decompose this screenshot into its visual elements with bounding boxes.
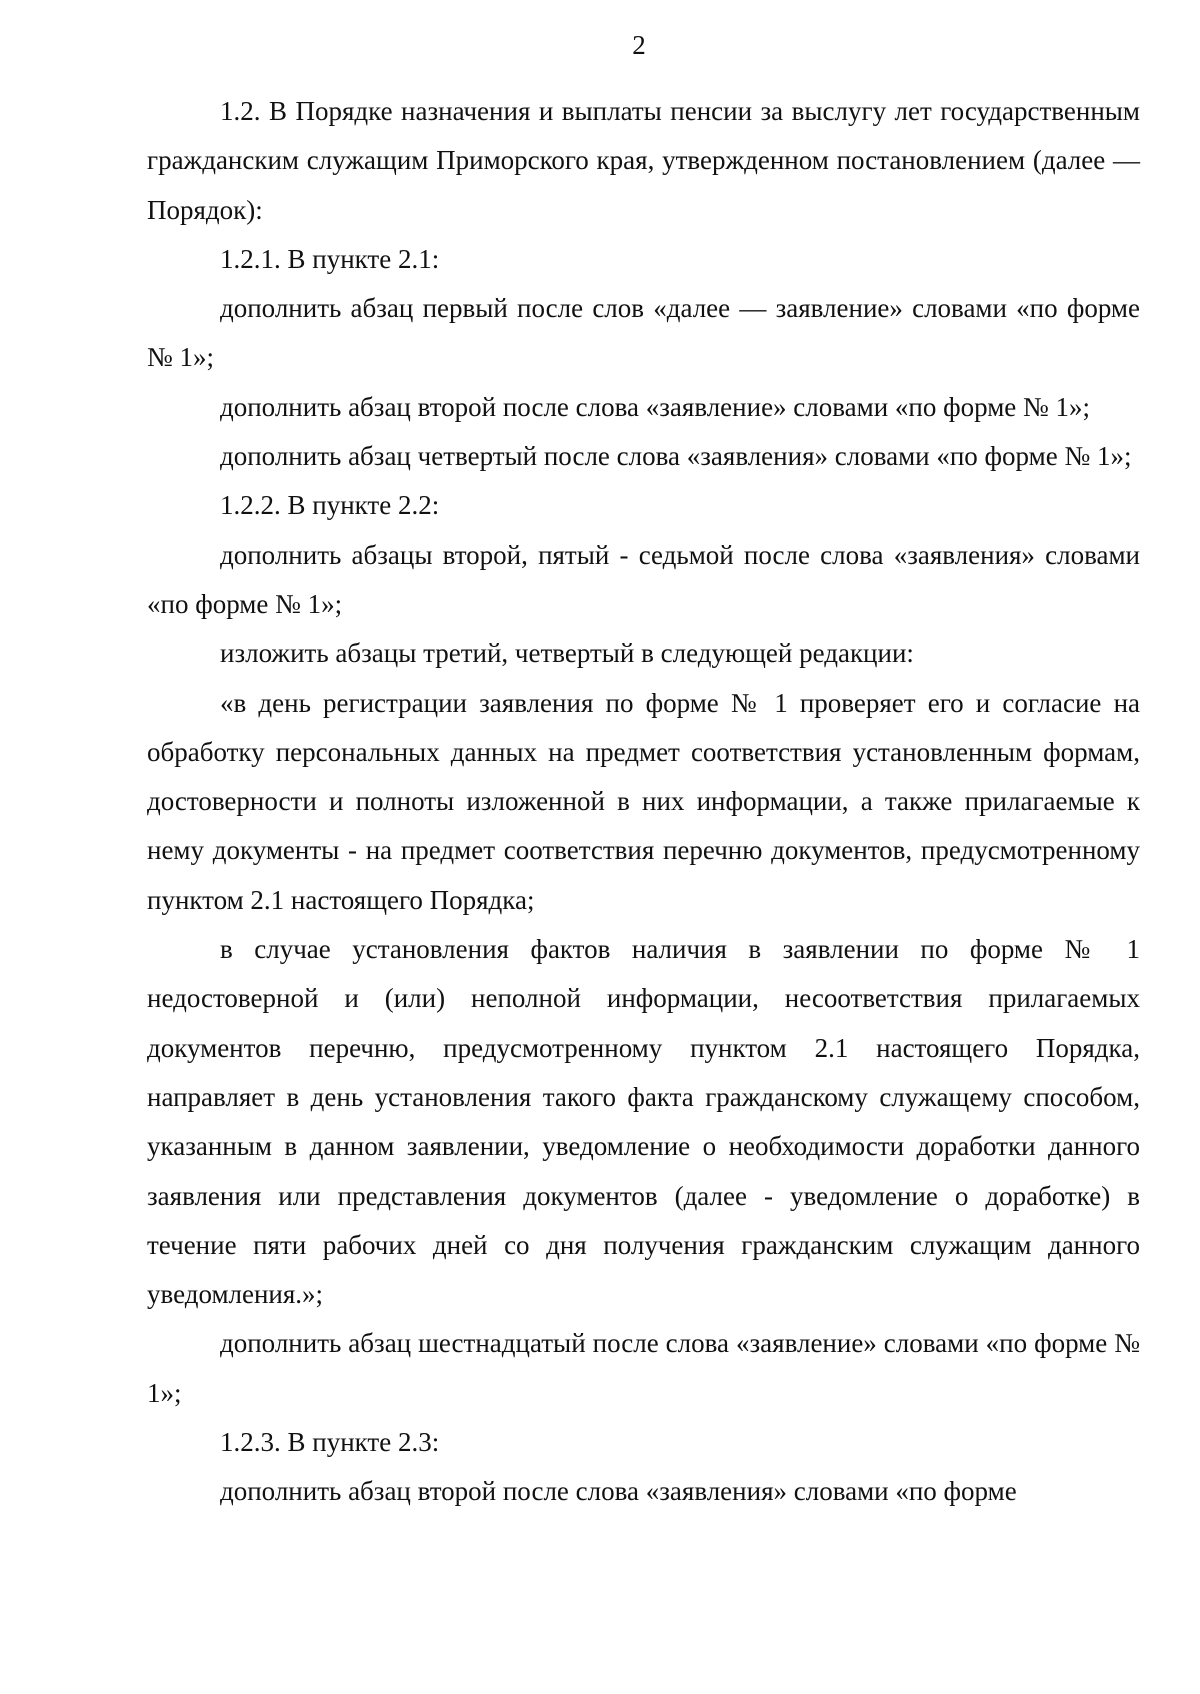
paragraph-1-2-1: 1.2.1. В пункте 2.1: bbox=[220, 243, 440, 274]
paragraph-1-2-3: 1.2.3. В пункте 2.3: bbox=[220, 1427, 440, 1458]
paragraph-quote-registration: «в день регистрации заявления по форме № 1 проверяет его и согласие на обработку персональных данных на предмет соответствия установленным формам, достоверности и полноты изложенной в них информации, а также прилагаемые к нему документы - на предмет соответствия перечню документов, предусмотренному пунктом 2.1 настоящего Порядка; bbox=[147, 687, 1140, 915]
paragraph-item-second-abzac-2-3: дополнить абзац второй после слова «заявления» словами «по форме bbox=[220, 1476, 1017, 1507]
paragraph-item-abzacs-3-4: изложить абзацы третий, четвертый в следующей редакции: bbox=[220, 638, 914, 669]
paragraph-quote-facts: в случае установления фактов наличия в заявлении по форме № 1 недостоверной и (или) неполной информации, несоответствия прилагаемых документов перечню, предусмотренному пунктом 2.1 настоящего Порядка, направляет в день установления такого факта гражданскому служащему способом, указанным в данном заявлении, уведомление о необходимости доработки данного заявления или представления документов (далее - уведомление о доработке) в течение пяти рабочих дней со дня получения гражданским служащим данного уведомления.»; bbox=[147, 934, 1140, 1310]
paragraph-item-abzacs-2-5-7: дополнить абзацы второй, пятый - седьмой после слова «заявления» словами «по форме № 1»; bbox=[147, 539, 1140, 619]
paragraph-1-2: 1.2. В Порядке назначения и выплаты пенсии за выслугу лет государственным гражданским служащим Приморского края, утвержденном постановлением (далее — Порядок): bbox=[147, 96, 1140, 225]
paragraph-1-2-2: 1.2.2. В пункте 2.2: bbox=[220, 490, 440, 521]
page-number: 2 bbox=[632, 30, 646, 60]
paragraph-item-fourth-abzac: дополнить абзац четвертый после слова «заявления» словами «по форме № 1»; bbox=[220, 441, 1132, 472]
paragraph-item-first-abzac: дополнить абзац первый после слов «далее — заявление» словами «по форме № 1»; bbox=[147, 293, 1140, 373]
paragraph-item-sixteenth-abzac: дополнить абзац шестнадцатый после слова «заявление» словами «по форме № 1»; bbox=[147, 1328, 1140, 1408]
paragraph-item-second-abzac: дополнить абзац второй после слова «заявление» словами «по форме № 1»; bbox=[220, 391, 1091, 422]
document-body bbox=[147, 87, 1140, 1517]
